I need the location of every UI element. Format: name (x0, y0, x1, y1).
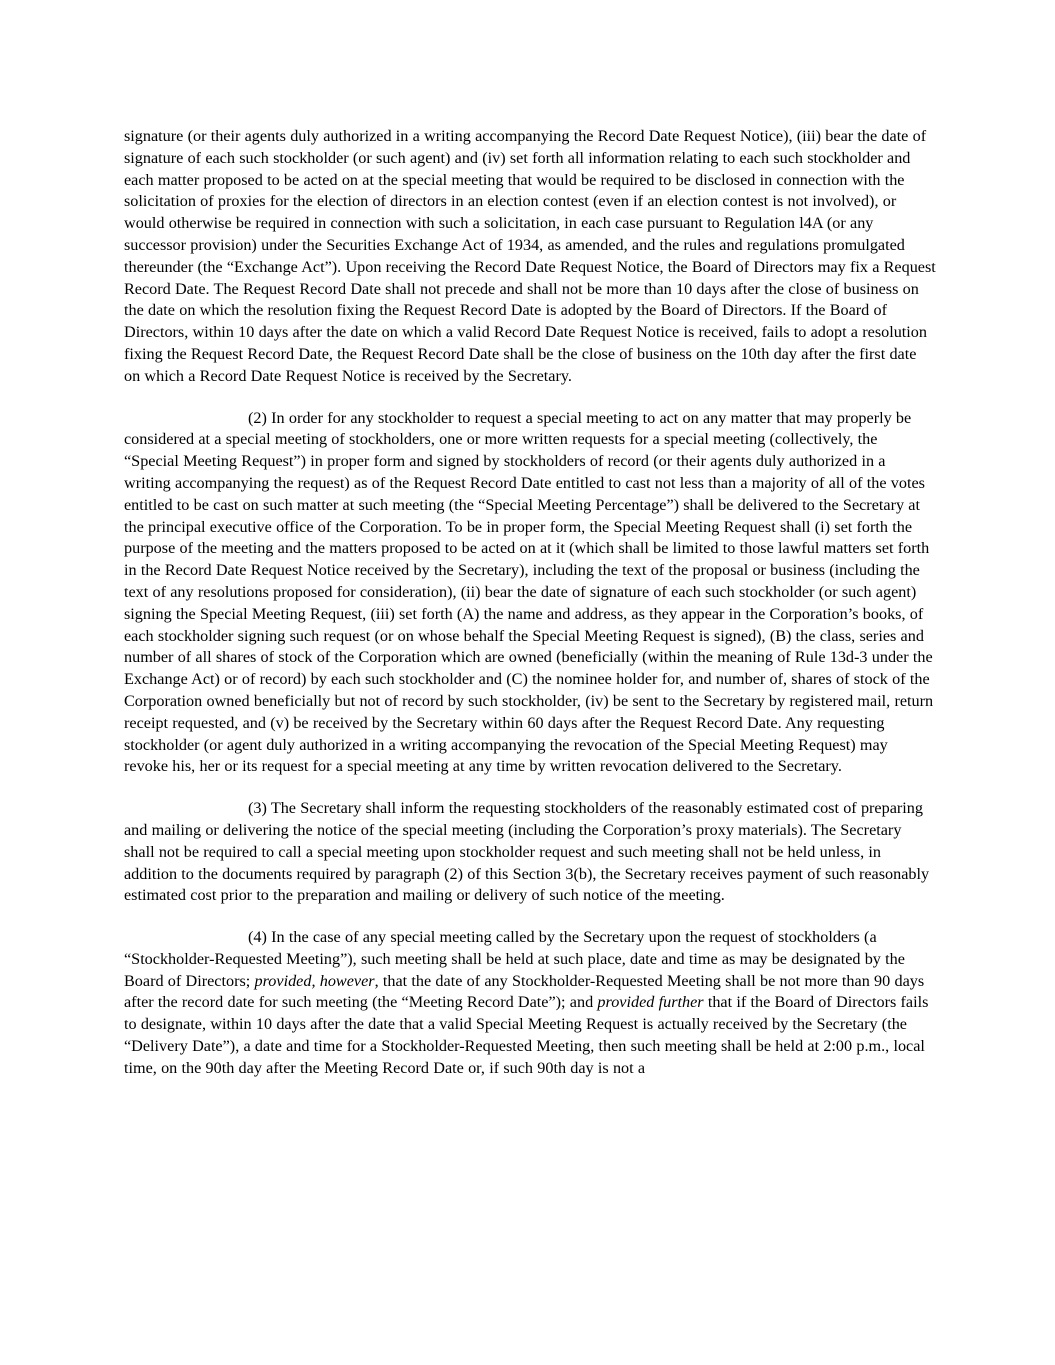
document-page (124, 126, 936, 1080)
text-segment: , that the date of any Stockholder-Requested Meeting shall be not more than 90 days after the record date for such meeting (the “Meeting Record Date”); and (124, 971, 925, 1012)
text-segment: that if the Board of Directors fails to designate, within 10 days after the date that a valid Special Meeting Request is actually received by the Secretary (the “Delivery Date”), a date and time for a Stockholder-Requested Meeting, then such meeting shall be held at 2:00 p.m., local time, on the 90th day after the Meeting Record Date or, if such 90th day is not a (124, 993, 929, 1077)
paragraph-secretary-cost: (3) The Secretary shall inform the requesting stockholders of the reasonably estimated cost of preparing and mailing or delivering the notice of the special meeting (including the Corporation’s proxy materials). The Secretary shall not be required to call a special meeting upon stockholder request and such meeting shall not be held unless, in addition to the documents required by paragraph (2) of this Section 3(b), the Secretary receives payment of such reasonably estimated cost prior to the preparation and mailing or delivery of such notice of the meeting. (124, 799, 930, 905)
italic-segment-provided-further: provided further (597, 993, 704, 1012)
italic-segment-provided-however: provided, however (254, 971, 375, 990)
text-segment: (4) In the case of any special meeting called by the Secretary upon the request of stockholders (a “Stockholder-Requested Meeting”), such meeting shall be held at such place, date and time as may be designated by the Board of Directors; (124, 928, 905, 990)
paragraph-special-meeting-request: (2) In order for any stockholder to request a special meeting to act on any matter that may properly be considered at a special meeting of stockholders, one or more written requests for a special meeting (collectively, the “Special Meeting Request”) in proper form and signed by stockholders of record (or their agents duly authorized in a writing accompanying the request) as of the Request Record Date entitled to cast not less than a majority of all of the votes entitled to be cast on such matter at such meeting (the “Special Meeting Percentage”) shall be delivered to the Secretary at the principal executive office of the Corporation. To be in proper form, the Special Meeting Request shall (i) set forth the purpose of the meeting and the matters proposed to be acted on at it (which shall be limited to those lawful matters set forth in the Record Date Request Notice received by the Secretary), including the text of the proposal or business (including the text of any resolutions proposed for consideration), (ii) bear the date of signature of each such stockholder (or such agent) signing the Special Meeting Request, (iii) set forth (A) the name and address, as they appear in the Corporation’s books, of each stockholder signing such request (or on whose behalf the Special Meeting Request is signed), (B) the class, series and number of all shares of stock of the Corporation which are owned (beneficially (within the meaning of Rule 13d-3 under the Exchange Act) or of record) by each such stockholder and (C) the nominee holder for, and number of, shares of stock of the Corporation owned beneficially but not of record by such stockholder, (iv) be sent to the Secretary by registered mail, return receipt requested, and (v) be received by the Secretary within 60 days after the Request Record Date. Any requesting stockholder (or agent duly authorized in a writing accompanying the revocation of the Special Meeting Request) may revoke his, her or its request for a special meeting at any time by written revocation delivered to the Secretary. (124, 408, 934, 776)
paragraph-record-date-request: signature (or their agents duly authorized in a writing accompanying the Record Date Request Notice), (iii) bear the date of signature of each such stockholder (or such agent) and (iv) set forth all information relating to each such stockholder and each matter proposed to be acted on at the special meeting that would be required to be disclosed in connection with the solicitation of proxies for the election of directors in an election contest (even if an election contest is not involved), or would otherwise be required in connection with such a solicitation, in each case pursuant to Regulation l4A (or any successor provision) under the Securities Exchange Act of 1934, as amended, and the rules and regulations promulgated thereunder (the “Exchange Act”). Upon receiving the Record Date Request Notice, the Board of Directors may fix a Request Record Date. The Request Record Date shall not precede and shall not be more than 10 days after the close of business on the date on which the resolution fixing the Request Record Date is adopted by the Board of Directors. If the Board of Directors, within 10 days after the date on which a valid Record Date Request Notice is received, fails to adopt a resolution fixing the Request Record Date, the Request Record Date shall be the close of business on the 10th day after the first date on which a Record Date Request Notice is received by the Secretary. (124, 127, 936, 385)
paragraph-stockholder-requested-meeting (124, 927, 936, 1080)
